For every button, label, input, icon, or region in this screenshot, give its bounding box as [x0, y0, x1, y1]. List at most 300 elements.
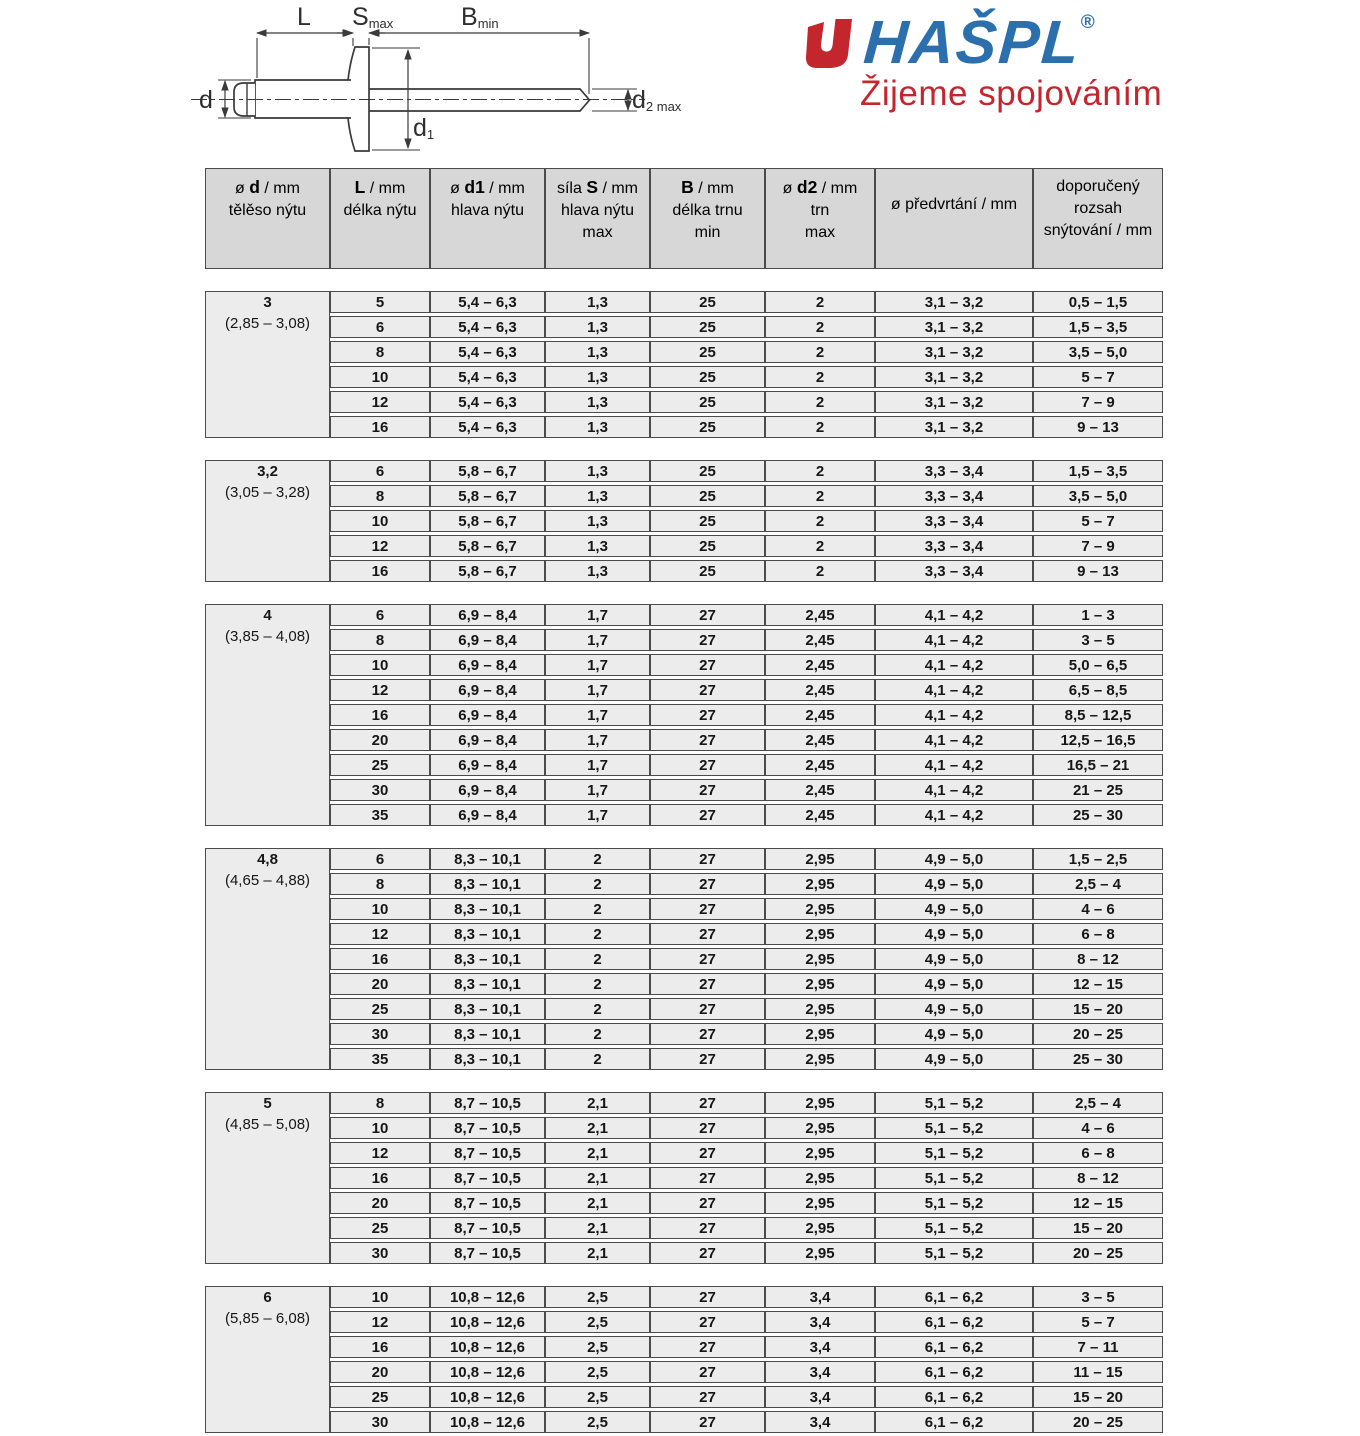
grip-range-cell: 5,0 – 6,5	[1033, 654, 1163, 676]
grip-range-cell: 4 – 6	[1033, 898, 1163, 920]
mandrel-length-cell: 27	[650, 1092, 765, 1114]
table-row	[205, 560, 1163, 582]
grip-range-cell: 15 – 20	[1033, 1386, 1163, 1408]
table-row	[205, 460, 1163, 482]
table-row	[205, 1167, 1163, 1189]
head-thickness-cell: 2,1	[545, 1142, 650, 1164]
mandrel-length-cell: 27	[650, 1286, 765, 1308]
head-diameter-cell: 8,3 – 10,1	[430, 998, 545, 1020]
mandrel-length-cell: 27	[650, 754, 765, 776]
head-thickness-cell: 2	[545, 948, 650, 970]
mandrel-length-cell: 27	[650, 1361, 765, 1383]
rivet-length-cell: 16	[330, 704, 430, 726]
header-cell: ø d2 / mm trn max	[765, 168, 875, 269]
mandrel-diameter-cell: 2,95	[765, 1117, 875, 1139]
mandrel-diameter-cell: 2,95	[765, 1023, 875, 1045]
rivet-length-cell: 25	[330, 754, 430, 776]
header-cell: B / mm délka trnu min	[650, 168, 765, 269]
predrill-cell: 3,1 – 3,2	[875, 366, 1033, 388]
predrill-cell: 4,1 – 4,2	[875, 779, 1033, 801]
grip-range-cell: 9 – 13	[1033, 416, 1163, 438]
predrill-cell: 5,1 – 5,2	[875, 1217, 1033, 1239]
predrill-cell: 4,9 – 5,0	[875, 998, 1033, 1020]
grip-range-cell: 16,5 – 21	[1033, 754, 1163, 776]
registered-mark: ®	[1080, 12, 1095, 33]
grip-range-cell: 5 – 7	[1033, 1311, 1163, 1333]
table-row	[205, 1242, 1163, 1264]
head-diameter-cell: 6,9 – 8,4	[430, 679, 545, 701]
mandrel-diameter-cell: 2,45	[765, 654, 875, 676]
head-thickness-cell: 1,3	[545, 460, 650, 482]
grip-range-cell: 8,5 – 12,5	[1033, 704, 1163, 726]
head-diameter-cell: 6,9 – 8,4	[430, 729, 545, 751]
rivet-length-cell: 20	[330, 729, 430, 751]
mandrel-length-cell: 25	[650, 460, 765, 482]
head-diameter-cell: 8,7 – 10,5	[430, 1217, 545, 1239]
table-row	[205, 704, 1163, 726]
table-row	[205, 535, 1163, 557]
grip-range-cell: 11 – 15	[1033, 1361, 1163, 1383]
grip-range-cell: 20 – 25	[1033, 1242, 1163, 1264]
predrill-cell: 5,1 – 5,2	[875, 1192, 1033, 1214]
head-diameter-cell: 8,3 – 10,1	[430, 898, 545, 920]
table-row	[205, 1286, 1163, 1308]
grip-range-cell: 6 – 8	[1033, 923, 1163, 945]
head-thickness-cell: 2,5	[545, 1336, 650, 1358]
grip-range-cell: 5 – 7	[1033, 510, 1163, 532]
mandrel-diameter-cell: 2	[765, 560, 875, 582]
grip-range-cell: 7 – 9	[1033, 391, 1163, 413]
head-diameter-cell: 5,8 – 6,7	[430, 485, 545, 507]
table-row	[205, 510, 1163, 532]
table-row	[205, 998, 1163, 1020]
mandrel-length-cell: 27	[650, 729, 765, 751]
predrill-cell: 3,1 – 3,2	[875, 341, 1033, 363]
head-diameter-cell: 8,7 – 10,5	[430, 1142, 545, 1164]
table-row	[205, 1048, 1163, 1070]
predrill-cell: 5,1 – 5,2	[875, 1167, 1033, 1189]
head-thickness-cell: 1,3	[545, 510, 650, 532]
table-row	[205, 629, 1163, 651]
mandrel-length-cell: 27	[650, 1023, 765, 1045]
mandrel-diameter-cell: 2	[765, 460, 875, 482]
rivet-length-cell: 10	[330, 898, 430, 920]
grip-range-cell: 25 – 30	[1033, 1048, 1163, 1070]
predrill-cell: 3,1 – 3,2	[875, 291, 1033, 313]
section-spacer	[205, 272, 1163, 288]
table-row	[205, 341, 1163, 363]
head-thickness-cell: 1,3	[545, 416, 650, 438]
grip-range-cell: 8 – 12	[1033, 948, 1163, 970]
rivet-length-cell: 25	[330, 1217, 430, 1239]
head-diameter-cell: 8,3 – 10,1	[430, 848, 545, 870]
diameter-group-label: 4,8 (4,65 – 4,88)	[205, 848, 330, 1070]
grip-range-cell: 7 – 9	[1033, 535, 1163, 557]
grip-range-cell: 15 – 20	[1033, 1217, 1163, 1239]
mandrel-diameter-cell: 2,45	[765, 604, 875, 626]
section-spacer	[205, 829, 1163, 845]
head-thickness-cell: 1,7	[545, 779, 650, 801]
head-thickness-cell: 2,1	[545, 1217, 650, 1239]
grip-range-cell: 6 – 8	[1033, 1142, 1163, 1164]
grip-range-cell: 12 – 15	[1033, 973, 1163, 995]
table-body	[205, 272, 1163, 1433]
predrill-cell: 3,3 – 3,4	[875, 560, 1033, 582]
table-row	[205, 1311, 1163, 1333]
rivet-length-cell: 12	[330, 1142, 430, 1164]
mandrel-length-B-label: Bmin	[461, 3, 499, 31]
mandrel-diameter-cell: 2,95	[765, 1167, 875, 1189]
table-row	[205, 316, 1163, 338]
head-thickness-cell: 1,7	[545, 729, 650, 751]
head-thickness-cell: 2	[545, 848, 650, 870]
head-diameter-cell: 5,8 – 6,7	[430, 535, 545, 557]
head-diameter-cell: 6,9 – 8,4	[430, 629, 545, 651]
table-row	[205, 1117, 1163, 1139]
head-diameter-cell: 6,9 – 8,4	[430, 654, 545, 676]
rivet-length-cell: 6	[330, 848, 430, 870]
mandrel-length-cell: 27	[650, 1411, 765, 1433]
table-row	[205, 973, 1163, 995]
rivet-length-cell: 30	[330, 1023, 430, 1045]
mandrel-length-cell: 27	[650, 1167, 765, 1189]
head-thickness-cell: 2,5	[545, 1361, 650, 1383]
grip-range-cell: 12 – 15	[1033, 1192, 1163, 1214]
mandrel-diameter-cell: 2,45	[765, 754, 875, 776]
section-spacer	[205, 1267, 1163, 1283]
mandrel-length-cell: 27	[650, 1311, 765, 1333]
table-row	[205, 1336, 1163, 1358]
table-row	[205, 654, 1163, 676]
head-thickness-cell: 1,3	[545, 560, 650, 582]
predrill-cell: 4,9 – 5,0	[875, 848, 1033, 870]
rivet-length-cell: 8	[330, 629, 430, 651]
mandrel-length-cell: 25	[650, 341, 765, 363]
head-diameter-cell: 6,9 – 8,4	[430, 779, 545, 801]
table-row	[205, 1361, 1163, 1383]
mandrel-diameter-cell: 2,95	[765, 1142, 875, 1164]
mandrel-length-cell: 27	[650, 1217, 765, 1239]
header-cell: doporučený rozsah snýtování / mm	[1033, 168, 1163, 269]
head-diameter-cell: 5,8 – 6,7	[430, 510, 545, 532]
mandrel-diameter-cell: 3,4	[765, 1411, 875, 1433]
rivet-length-cell: 10	[330, 1117, 430, 1139]
rivet-length-cell: 8	[330, 485, 430, 507]
head-thickness-S-label: Smax	[352, 3, 394, 31]
predrill-cell: 6,1 – 6,2	[875, 1311, 1033, 1333]
mandrel-diameter-cell: 2	[765, 391, 875, 413]
table-row	[205, 804, 1163, 826]
head-diameter-cell: 5,4 – 6,3	[430, 291, 545, 313]
head-diameter-cell: 8,3 – 10,1	[430, 1048, 545, 1070]
mandrel-length-cell: 27	[650, 1242, 765, 1264]
mandrel-length-cell: 27	[650, 1117, 765, 1139]
head-thickness-cell: 2,5	[545, 1411, 650, 1433]
mandrel-diameter-cell: 2,95	[765, 948, 875, 970]
head-thickness-cell: 2,5	[545, 1311, 650, 1333]
predrill-cell: 4,9 – 5,0	[875, 948, 1033, 970]
head-diameter-cell: 8,3 – 10,1	[430, 873, 545, 895]
predrill-cell: 5,1 – 5,2	[875, 1242, 1033, 1264]
head-diameter-cell: 8,3 – 10,1	[430, 948, 545, 970]
mandrel-length-cell: 25	[650, 416, 765, 438]
rivet-length-cell: 30	[330, 779, 430, 801]
mandrel-length-cell: 27	[650, 1048, 765, 1070]
table-row	[205, 948, 1163, 970]
grip-range-cell: 0,5 – 1,5	[1033, 291, 1163, 313]
predrill-cell: 4,1 – 4,2	[875, 704, 1033, 726]
head-diameter-cell: 10,8 – 12,6	[430, 1386, 545, 1408]
mandrel-diameter-cell: 2,95	[765, 1048, 875, 1070]
mandrel-length-cell: 25	[650, 560, 765, 582]
predrill-cell: 3,1 – 3,2	[875, 316, 1033, 338]
head-thickness-cell: 2,1	[545, 1117, 650, 1139]
rivet-length-cell: 12	[330, 391, 430, 413]
head-diameter-cell: 8,7 – 10,5	[430, 1192, 545, 1214]
predrill-cell: 5,1 – 5,2	[875, 1117, 1033, 1139]
diameter-group-label: 3 (2,85 – 3,08)	[205, 291, 330, 438]
mandrel-length-cell: 25	[650, 316, 765, 338]
predrill-cell: 3,1 – 3,2	[875, 416, 1033, 438]
rivet-length-cell: 12	[330, 679, 430, 701]
rivet-length-cell: 25	[330, 1386, 430, 1408]
table-row	[205, 873, 1163, 895]
grip-range-cell: 2,5 – 4	[1033, 1092, 1163, 1114]
mandrel-length-cell: 27	[650, 629, 765, 651]
header-cell: ø d / mm tělěso nýtu	[205, 168, 330, 269]
grip-range-cell: 3,5 – 5,0	[1033, 485, 1163, 507]
head-diameter-cell: 8,3 – 10,1	[430, 1023, 545, 1045]
predrill-cell: 6,1 – 6,2	[875, 1411, 1033, 1433]
mandrel-length-cell: 27	[650, 679, 765, 701]
rivet-length-cell: 6	[330, 316, 430, 338]
mandrel-length-cell: 25	[650, 510, 765, 532]
grip-range-cell: 2,5 – 4	[1033, 873, 1163, 895]
head-diameter-cell: 8,7 – 10,5	[430, 1092, 545, 1114]
header-row	[205, 168, 1163, 269]
diameter-group-label: 6 (5,85 – 6,08)	[205, 1286, 330, 1433]
predrill-cell: 4,1 – 4,2	[875, 754, 1033, 776]
table-row	[205, 604, 1163, 626]
predrill-cell: 6,1 – 6,2	[875, 1336, 1033, 1358]
rivet-length-cell: 12	[330, 535, 430, 557]
mandrel-diameter-cell: 2	[765, 366, 875, 388]
rivet-length-cell: 8	[330, 341, 430, 363]
head-thickness-cell: 1,3	[545, 291, 650, 313]
predrill-cell: 4,9 – 5,0	[875, 898, 1033, 920]
head-thickness-cell: 1,3	[545, 535, 650, 557]
head-thickness-cell: 2	[545, 873, 650, 895]
mandrel-diameter-cell: 2,95	[765, 923, 875, 945]
table-row	[205, 754, 1163, 776]
mandrel-diameter-cell: 2,95	[765, 1242, 875, 1264]
table-row	[205, 1023, 1163, 1045]
mandrel-diameter-cell: 2,45	[765, 804, 875, 826]
mandrel-length-cell: 27	[650, 923, 765, 945]
table-row	[205, 1386, 1163, 1408]
rivet-length-cell: 10	[330, 510, 430, 532]
predrill-cell: 4,1 – 4,2	[875, 679, 1033, 701]
table-row	[205, 1217, 1163, 1239]
table-row	[205, 391, 1163, 413]
head-diameter-cell: 5,4 – 6,3	[430, 366, 545, 388]
head-thickness-cell: 2	[545, 1023, 650, 1045]
mandrel-diameter-cell: 2,45	[765, 704, 875, 726]
predrill-cell: 4,9 – 5,0	[875, 873, 1033, 895]
predrill-cell: 4,9 – 5,0	[875, 973, 1033, 995]
mandrel-length-cell: 27	[650, 998, 765, 1020]
predrill-cell: 4,1 – 4,2	[875, 804, 1033, 826]
head-thickness-cell: 1,3	[545, 341, 650, 363]
grip-range-cell: 1,5 – 3,5	[1033, 316, 1163, 338]
head-diameter-cell: 10,8 – 12,6	[430, 1361, 545, 1383]
predrill-cell: 4,1 – 4,2	[875, 604, 1033, 626]
head-thickness-cell: 2	[545, 1048, 650, 1070]
head-diameter-cell: 6,9 – 8,4	[430, 704, 545, 726]
haspl-logo-mark-icon	[798, 14, 856, 70]
predrill-cell: 6,1 – 6,2	[875, 1286, 1033, 1308]
predrill-cell: 3,3 – 3,4	[875, 535, 1033, 557]
grip-range-cell: 20 – 25	[1033, 1023, 1163, 1045]
mandrel-length-cell: 27	[650, 1142, 765, 1164]
head-diameter-d1-label: d1	[413, 114, 435, 142]
predrill-cell: 4,1 – 4,2	[875, 729, 1033, 751]
head-thickness-cell: 1,7	[545, 629, 650, 651]
mandrel-diameter-cell: 2	[765, 291, 875, 313]
grip-range-cell: 1,5 – 3,5	[1033, 460, 1163, 482]
mandrel-diameter-cell: 2,45	[765, 679, 875, 701]
head-thickness-cell: 1,7	[545, 804, 650, 826]
rivet-length-cell: 16	[330, 560, 430, 582]
header-cell: síla S / mm hlava nýtu max	[545, 168, 650, 269]
head-diameter-cell: 6,9 – 8,4	[430, 604, 545, 626]
predrill-cell: 5,1 – 5,2	[875, 1092, 1033, 1114]
length-L-label: L	[297, 3, 311, 31]
grip-range-cell: 1 – 3	[1033, 604, 1163, 626]
head-thickness-cell: 2	[545, 998, 650, 1020]
head-diameter-cell: 10,8 – 12,6	[430, 1411, 545, 1433]
mandrel-length-cell: 27	[650, 804, 765, 826]
table-row	[205, 923, 1163, 945]
header-cell: L / mm délka nýtu	[330, 168, 430, 269]
mandrel-diameter-cell: 3,4	[765, 1386, 875, 1408]
mandrel-length-cell: 27	[650, 1386, 765, 1408]
mandrel-diameter-cell: 2	[765, 510, 875, 532]
mandrel-length-cell: 27	[650, 973, 765, 995]
rivet-length-cell: 30	[330, 1242, 430, 1264]
rivet-length-cell: 35	[330, 804, 430, 826]
predrill-cell: 4,9 – 5,0	[875, 923, 1033, 945]
head-diameter-cell: 8,3 – 10,1	[430, 923, 545, 945]
diameter-group-label: 3,2 (3,05 – 3,28)	[205, 460, 330, 582]
rivet-length-cell: 12	[330, 1311, 430, 1333]
rivet-dimension-diagram	[185, 0, 685, 168]
head-diameter-cell: 5,4 – 6,3	[430, 416, 545, 438]
mandrel-diameter-cell: 2,95	[765, 873, 875, 895]
predrill-cell: 4,1 – 4,2	[875, 654, 1033, 676]
predrill-cell: 3,3 – 3,4	[875, 510, 1033, 532]
rivet-length-cell: 16	[330, 1336, 430, 1358]
rivet-length-cell: 10	[330, 366, 430, 388]
grip-range-cell: 7 – 11	[1033, 1336, 1163, 1358]
grip-range-cell: 8 – 12	[1033, 1167, 1163, 1189]
head-thickness-cell: 1,3	[545, 391, 650, 413]
grip-range-cell: 4 – 6	[1033, 1117, 1163, 1139]
mandrel-length-cell: 27	[650, 604, 765, 626]
mandrel-diameter-cell: 2,95	[765, 1192, 875, 1214]
grip-range-cell: 9 – 13	[1033, 560, 1163, 582]
table-row	[205, 848, 1163, 870]
header-cell: ø předvrtání / mm	[875, 168, 1033, 269]
mandrel-length-cell: 25	[650, 366, 765, 388]
mandrel-diameter-cell: 2,95	[765, 898, 875, 920]
head-thickness-cell: 2	[545, 973, 650, 995]
head-thickness-cell: 2,1	[545, 1192, 650, 1214]
head-thickness-cell: 1,7	[545, 654, 650, 676]
mandrel-length-cell: 27	[650, 873, 765, 895]
head-diameter-cell: 6,9 – 8,4	[430, 804, 545, 826]
mandrel-length-cell: 27	[650, 654, 765, 676]
mandrel-diameter-cell: 3,4	[765, 1361, 875, 1383]
brand-name: HAŠPL	[861, 8, 1084, 76]
head-thickness-cell: 2,1	[545, 1092, 650, 1114]
mandrel-length-cell: 27	[650, 898, 765, 920]
rivet-length-cell: 20	[330, 1361, 430, 1383]
rivet-length-cell: 16	[330, 1167, 430, 1189]
brand-tagline: Žijeme spojováním	[860, 74, 1163, 113]
diameter-group-label: 5 (4,85 – 5,08)	[205, 1092, 330, 1264]
mandrel-length-cell: 27	[650, 1192, 765, 1214]
grip-range-cell: 15 – 20	[1033, 998, 1163, 1020]
grip-range-cell: 1,5 – 2,5	[1033, 848, 1163, 870]
grip-range-cell: 6,5 – 8,5	[1033, 679, 1163, 701]
mandrel-length-cell: 27	[650, 779, 765, 801]
table-row	[205, 1411, 1163, 1433]
predrill-cell: 3,3 – 3,4	[875, 485, 1033, 507]
body-diameter-d-label: d	[199, 86, 213, 114]
diameter-group-label: 4 (3,85 – 4,08)	[205, 604, 330, 826]
head-thickness-cell: 1,3	[545, 485, 650, 507]
predrill-cell: 6,1 – 6,2	[875, 1361, 1033, 1383]
mandrel-length-cell: 27	[650, 848, 765, 870]
grip-range-cell: 12,5 – 16,5	[1033, 729, 1163, 751]
rivet-length-cell: 16	[330, 948, 430, 970]
mandrel-diameter-cell: 2	[765, 535, 875, 557]
mandrel-diameter-cell: 2,95	[765, 1092, 875, 1114]
rivet-length-cell: 8	[330, 873, 430, 895]
rivet-length-cell: 10	[330, 1286, 430, 1308]
predrill-cell: 6,1 – 6,2	[875, 1386, 1033, 1408]
head-thickness-cell: 2	[545, 923, 650, 945]
head-thickness-cell: 2,5	[545, 1386, 650, 1408]
mandrel-length-cell: 25	[650, 535, 765, 557]
rivet-length-cell: 20	[330, 1192, 430, 1214]
section-spacer	[205, 441, 1163, 457]
mandrel-diameter-d2-label: d2 max	[632, 86, 682, 114]
rivet-length-cell: 20	[330, 973, 430, 995]
mandrel-length-cell: 25	[650, 291, 765, 313]
mandrel-length-cell: 25	[650, 485, 765, 507]
mandrel-diameter-cell: 2,95	[765, 848, 875, 870]
header-cell: ø d1 / mm hlava nýtu	[430, 168, 545, 269]
grip-range-cell: 21 – 25	[1033, 779, 1163, 801]
head-thickness-cell: 1,3	[545, 316, 650, 338]
predrill-cell: 3,3 – 3,4	[875, 460, 1033, 482]
grip-range-cell: 3,5 – 5,0	[1033, 341, 1163, 363]
head-thickness-cell: 2,5	[545, 1286, 650, 1308]
predrill-cell: 4,9 – 5,0	[875, 1023, 1033, 1045]
rivet-length-cell: 12	[330, 923, 430, 945]
